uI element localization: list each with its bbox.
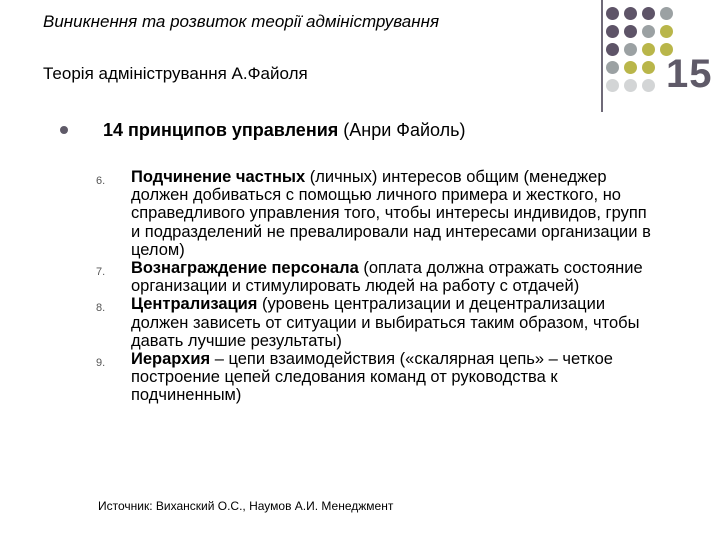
decorative-dot xyxy=(642,25,655,38)
list-item-number: 7. xyxy=(96,266,106,279)
slide-title: Виникнення та розвиток теорії адміністрування xyxy=(43,12,440,31)
section-heading-bold: 14 принципов управления xyxy=(103,120,339,140)
principle-text: (уровень централизации и децентрализации должен зависеть от ситуации и выбираться таким образом, чтобы давать лучшие результаты) xyxy=(131,295,640,350)
decorative-dot xyxy=(660,25,673,38)
decorative-dot xyxy=(606,25,619,38)
decorative-dot xyxy=(606,43,619,56)
decorative-dot xyxy=(642,43,655,56)
list-item-number: 9. xyxy=(96,357,106,370)
decorative-dot xyxy=(642,61,655,74)
decorative-dot xyxy=(624,25,637,38)
decorative-dot xyxy=(642,79,655,92)
list-item xyxy=(96,295,656,350)
section-heading-rest: (Анри Файоль) xyxy=(338,120,466,140)
decorative-dot xyxy=(606,79,619,92)
decorative-dot xyxy=(606,61,619,74)
principle-term: Централизация xyxy=(131,295,258,314)
principle-term: Вознаграждение персонала xyxy=(131,259,359,278)
list-item xyxy=(96,350,656,405)
decorative-dot xyxy=(624,79,637,92)
list-item xyxy=(96,259,656,295)
decorative-dot xyxy=(606,7,619,20)
slide-number: 15 xyxy=(666,52,713,96)
decorative-dot xyxy=(642,7,655,20)
decorative-dot xyxy=(624,61,637,74)
decorative-dot xyxy=(660,7,673,20)
decorative-dot xyxy=(624,43,637,56)
list-item xyxy=(96,168,656,259)
slide-subtitle: Теорія адміністрування А.Файоля xyxy=(43,64,308,83)
list-item-number: 6. xyxy=(96,175,106,187)
bullet-icon xyxy=(60,126,68,134)
header-divider xyxy=(601,0,603,112)
decorative-dot-grid xyxy=(606,7,672,97)
principles-list xyxy=(96,168,656,405)
decorative-dot xyxy=(624,7,637,20)
principle-term: Иерархия xyxy=(131,350,211,369)
principle-text: – цепи взаимодействия («скалярная цепь» – четкое построение цепей следования команд от руководства к подчиненным) xyxy=(131,350,613,405)
source-footnote: Источник: Виханский О.С., Наумов А.И. Менеджмент xyxy=(98,499,394,513)
section-heading xyxy=(103,120,466,141)
principle-text: (оплата должна отражать состояние организации и стимулировать людей на работу с отдачей) xyxy=(131,259,643,296)
principle-term: Подчинение частных xyxy=(131,168,306,186)
principle-text: (личных) интересов общим (менеджер должен добиваться с помощью личного примера и жесткого, но справедливого управления того, чтобы интересы индивидов, групп и подразделений не превалировали над интересами организации в целом) xyxy=(131,168,651,259)
list-item-number: 8. xyxy=(96,302,106,315)
